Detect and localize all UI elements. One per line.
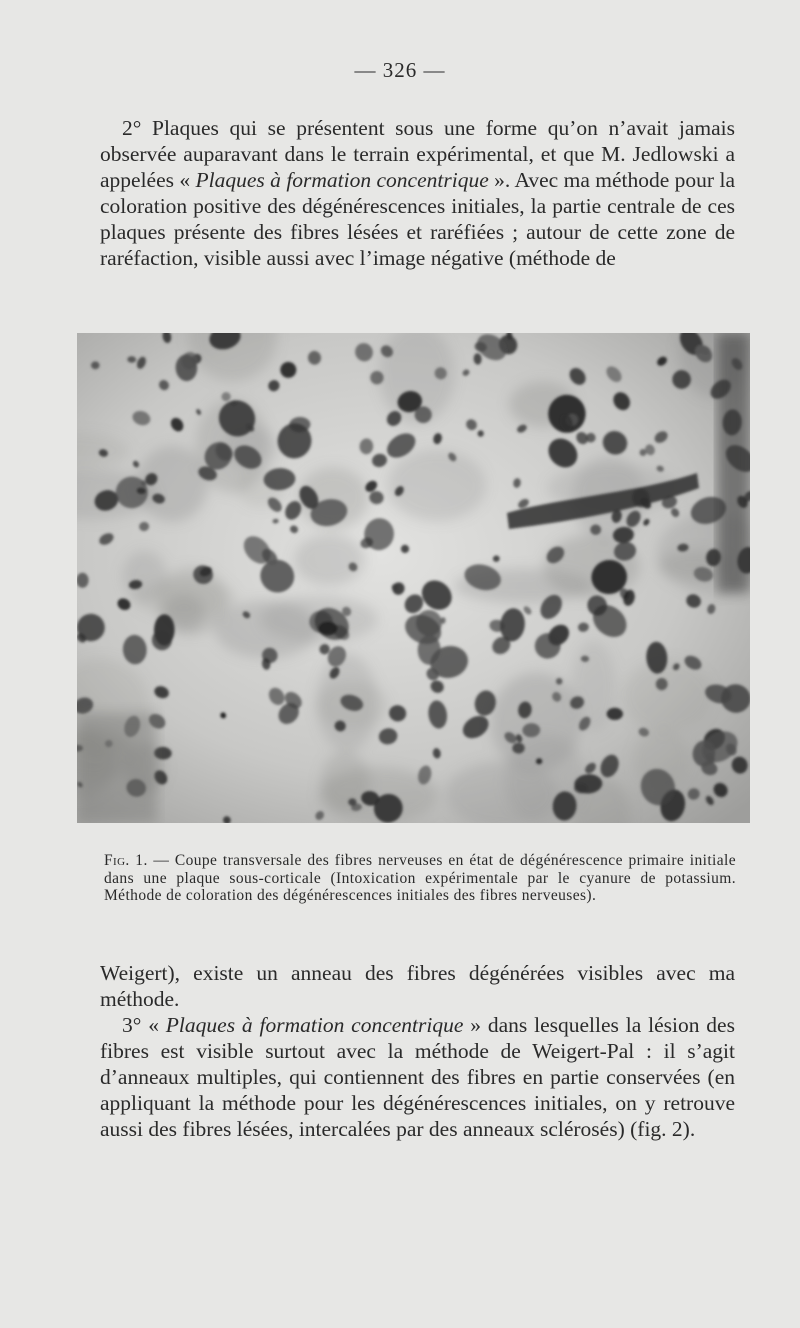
italic-term: Plaques à formation concentrique bbox=[165, 1013, 464, 1037]
italic-term: Plaques à formation concentrique bbox=[195, 168, 489, 192]
paragraph-continuation: Weigert), existe un anneau des fibres dégénérées visibles avec ma méthode. bbox=[100, 961, 735, 1011]
micrograph-figure bbox=[77, 333, 750, 823]
paragraph-plaques-3 bbox=[100, 1012, 735, 1142]
paragraph-plaques-2 bbox=[100, 115, 735, 271]
micrograph-image bbox=[77, 333, 750, 823]
cell-mark bbox=[607, 708, 623, 720]
paragraph-text: 2° Plaques qui se présentent sous une forme qu’on n’avait jamais observée auparavant dans le terrain expérimental, et que M. Jedlowski a appelées « bbox=[100, 116, 735, 192]
paragraph-text: 3° « bbox=[122, 1013, 166, 1037]
page-number: — 326 — bbox=[354, 58, 446, 82]
paragraph-text: ». Avec ma méthode pour la coloration positive des dégénérescences initiales, la partie centrale de ces plaques présente des fibres lésées et raréfiées ; autour de cette zone de raréfaction, visible aussi avec l’image négative (méthode de bbox=[100, 168, 735, 270]
paragraph-text: » dans lesquelles la lésion des fibres est visible surtout avec la méthode de Weigert-Pal : il s’agit d’anneaux multiples, qui contiennent des fibres en partie conservées (en appliquant la méthode pour les dégénérescences initiales, on y retrouve aussi des fibres lésées, intercalées par des anneaux sclérosés) (fig. 2). bbox=[100, 1013, 735, 1141]
caption-text: — Coupe transversale des fibres nerveuses en état de dégénérescence primaire initiale dans une plaque sous-corticale (Intoxication expérimentale par le cyanure de potassium. Méthode de coloration des dégénérescences initiales des fibres nerveuses). bbox=[104, 852, 737, 904]
figure-label: Fig. 1. bbox=[104, 852, 148, 869]
figure-caption bbox=[104, 852, 736, 905]
